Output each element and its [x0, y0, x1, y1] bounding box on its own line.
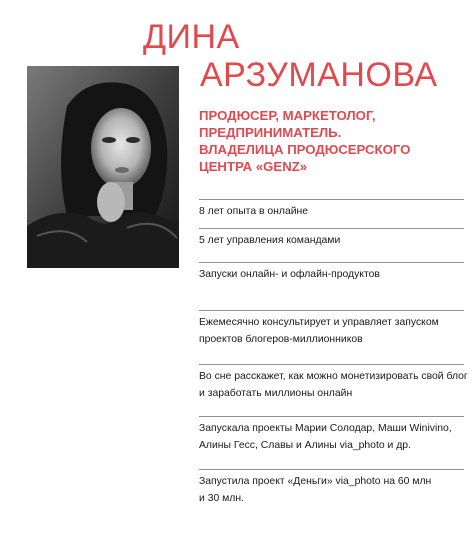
fact-item — [199, 262, 464, 310]
portrait-photo — [27, 66, 179, 268]
fact-item — [199, 199, 464, 228]
fact-text: Ежемесячно консультирует и управляет запуском — [199, 317, 439, 328]
fact-item — [199, 469, 464, 529]
fact-text: Запуски онлайн- и офлайн-продуктов — [199, 269, 380, 280]
fact-text: Алины Гесс, Славы и Алины via_photo и др. — [199, 440, 411, 451]
fact-text: Запустила проект «Деньги» via_photo на 60 млн — [199, 476, 432, 487]
fact-item — [199, 416, 464, 469]
facts-list — [199, 199, 468, 529]
fact-text: и заработать миллионы онлайн — [199, 388, 353, 399]
fact-text: и 30 млн. — [199, 493, 244, 504]
professional-title — [199, 107, 459, 175]
title-line: ПРЕДПРИНИМАТЕЛЬ. — [199, 125, 342, 140]
fact-text: Запускала проекты Марии Солодар, Маши Winivino, — [199, 423, 452, 434]
title-line: ЦЕНТРА «GENZ» — [199, 159, 308, 174]
name-last: АРЗУМАНОВА — [200, 56, 438, 94]
fact-text: 8 лет опыта в онлайне — [199, 206, 309, 217]
fact-text: Во сне расскажет, как можно монетизировать свой блог — [199, 371, 468, 382]
name-first: ДИНА — [143, 18, 240, 56]
fact-item — [199, 228, 464, 262]
portrait-illustration — [27, 66, 179, 268]
fact-text: проектов блогеров-миллионников — [199, 334, 363, 345]
fact-text: 5 лет управления командами — [199, 235, 341, 246]
fact-item — [199, 310, 464, 364]
title-line: ВЛАДЕЛИЦА ПРОДЮСЕРСКОГО — [199, 142, 411, 157]
fact-item — [199, 364, 468, 416]
person-name — [143, 18, 438, 94]
title-line: ПРОДЮСЕР, МАРКЕТОЛОГ, — [199, 108, 376, 123]
